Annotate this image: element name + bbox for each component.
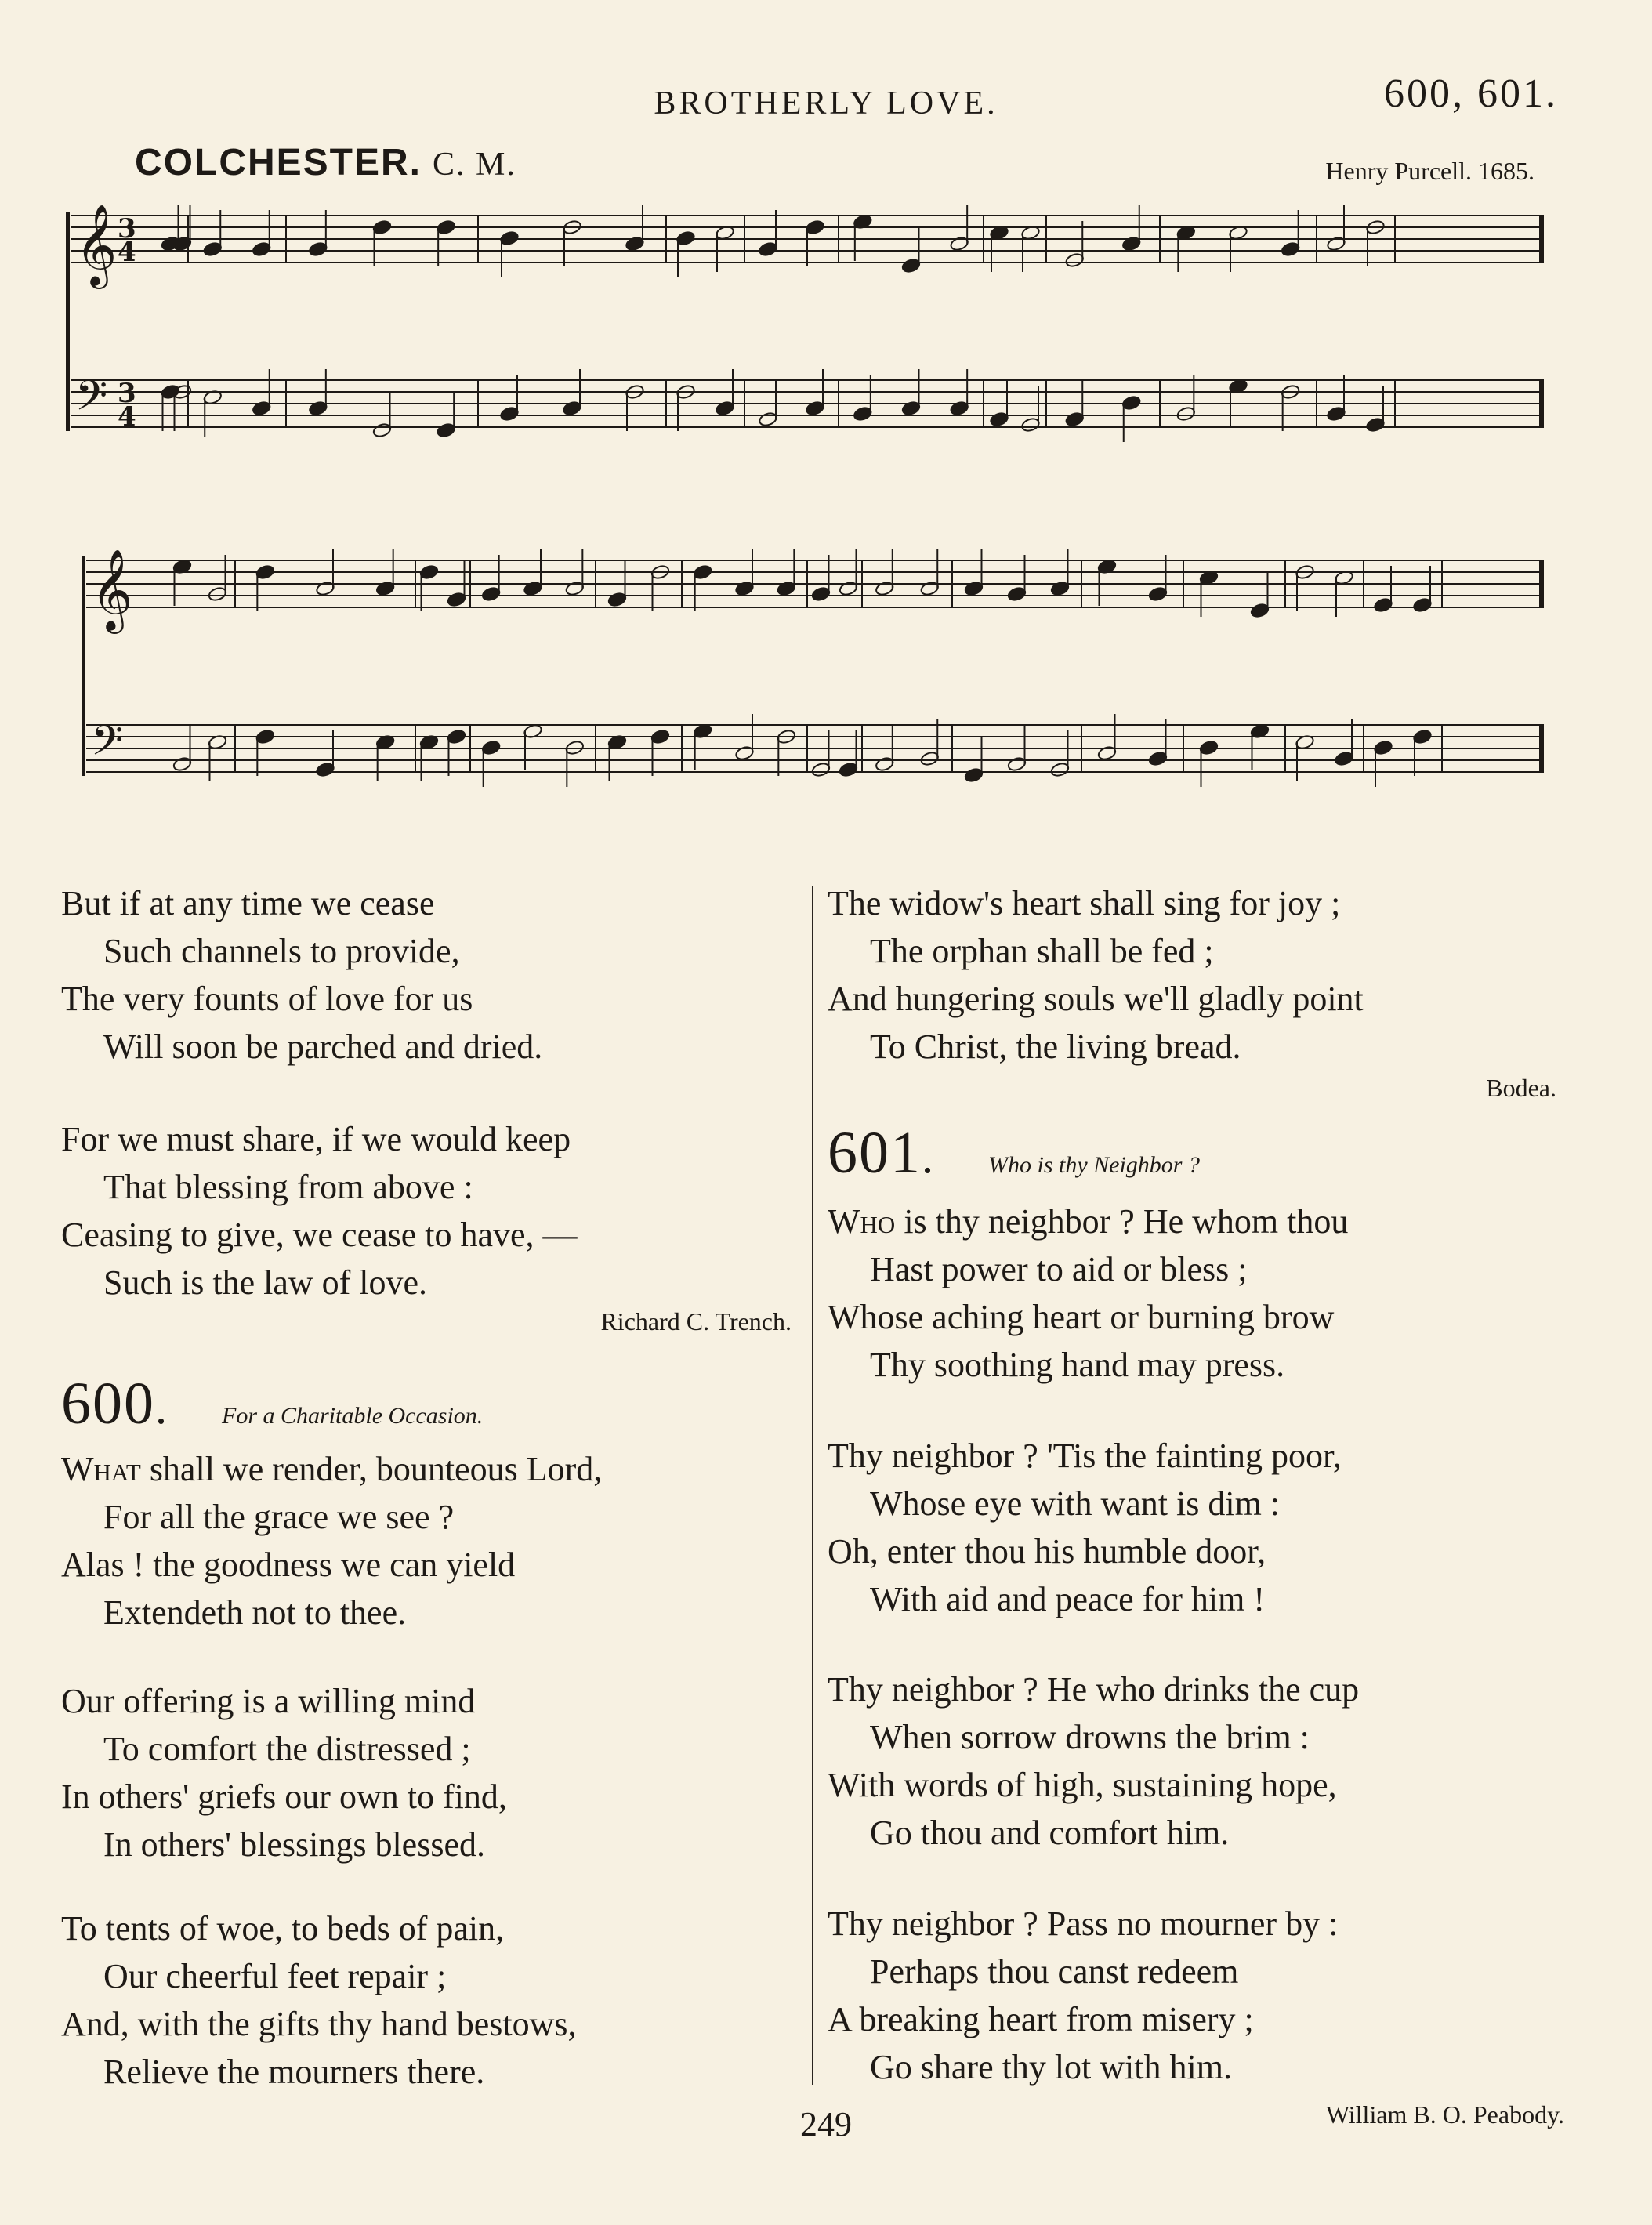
hymn-occasion: For a Charitable Occasion. (222, 1403, 484, 1429)
svg-text:𝄞: 𝄞 (91, 549, 133, 631)
tune-name: COLCHESTER. (135, 142, 422, 183)
author-credit: Richard C. Trench. (600, 1307, 792, 1335)
tune-meter: C. M. (433, 147, 516, 183)
author-credit: William B. O. Peabody. (1325, 2100, 1564, 2129)
time-signature (118, 213, 136, 433)
stanza: To tents of woe, to beds of pain, Our cheerful feet repair ; And, with the gifts thy hand bestows, Relieve the mourners there. (61, 1909, 577, 2091)
stanza: Who is thy neighbor ? He whom thou Hast power to aid or bless ; Whose aching heart or burning brow Thy soothing hand may press. (828, 1202, 1349, 1384)
author-credit: Bodea. (1486, 1074, 1556, 1102)
composer-credit: Henry Purcell. 1685. (1325, 157, 1534, 185)
stanza: Our offering is a willing mind To comfort the distressed ; In others' griefs our own to find, In others' blessings blessed. (61, 1682, 507, 1864)
section-title: BROTHERLY LOVE. (654, 85, 998, 121)
treble-staff-2 (86, 560, 1544, 607)
bass-clef-icon: 𝄢 (75, 372, 108, 430)
hymn-occasion: Who is thy Neighbor ? (988, 1152, 1200, 1178)
hymn-600-heading: 600 . For a Charitable Occasion. (61, 1371, 484, 1437)
svg-text:3: 3 (118, 378, 136, 409)
column-divider (812, 886, 813, 2085)
stanza: Thy neighbor ? 'Tis the fainting poor, Whose eye with want is dim : Oh, enter thou his humble door, With aid and peace for him ! (828, 1437, 1342, 1618)
stanza: What shall we render, bounteous Lord, For all the grace we see ? Alas ! the goodness we can yield Extendeth not to thee. (61, 1450, 603, 1632)
treble-clef-icon: 𝄞 (75, 204, 118, 286)
svg-text:𝄢: 𝄢 (91, 717, 124, 775)
stanza: But if at any time we cease Such channels to provide, The very founts of love for us Will soon be parched and dried. (61, 884, 543, 1066)
page-number: 249 (800, 2105, 852, 2143)
hymn-601-heading: 601 . Who is thy Neighbor ? (828, 1120, 1200, 1186)
svg-text:4: 4 (118, 237, 136, 268)
stanza: Thy neighbor ? Pass no mourner by : Perhaps thou canst redeem A breaking heart from misery ; Go share thy lot with him. (828, 1904, 1339, 2086)
svg-text:4: 4 (118, 401, 136, 433)
hymn-numbers-header: 600, 601. (1384, 71, 1558, 116)
music-score (63, 184, 1552, 815)
svg-text:3: 3 (118, 213, 136, 245)
bass-staff-1 (71, 380, 1544, 427)
stanza: For we must share, if we would keep That blessing from above : Ceasing to give, we cease to have, — Such is the law of love. (61, 1120, 578, 1302)
stanza: The widow's heart shall sing for joy ; The orphan shall be fed ; And hungering souls we'll gladly point To Christ, the living bread. (828, 884, 1364, 1066)
tune-title (135, 141, 516, 184)
bass-staff-2 (86, 725, 1544, 772)
stanza: Thy neighbor ? He who drinks the cup When sorrow drowns the brim : With words of high, sustaining hope, Go thou and comfort him. (828, 1670, 1360, 1852)
hymn-number: 600 (61, 1371, 155, 1437)
hymn-number: 601 (828, 1120, 922, 1186)
